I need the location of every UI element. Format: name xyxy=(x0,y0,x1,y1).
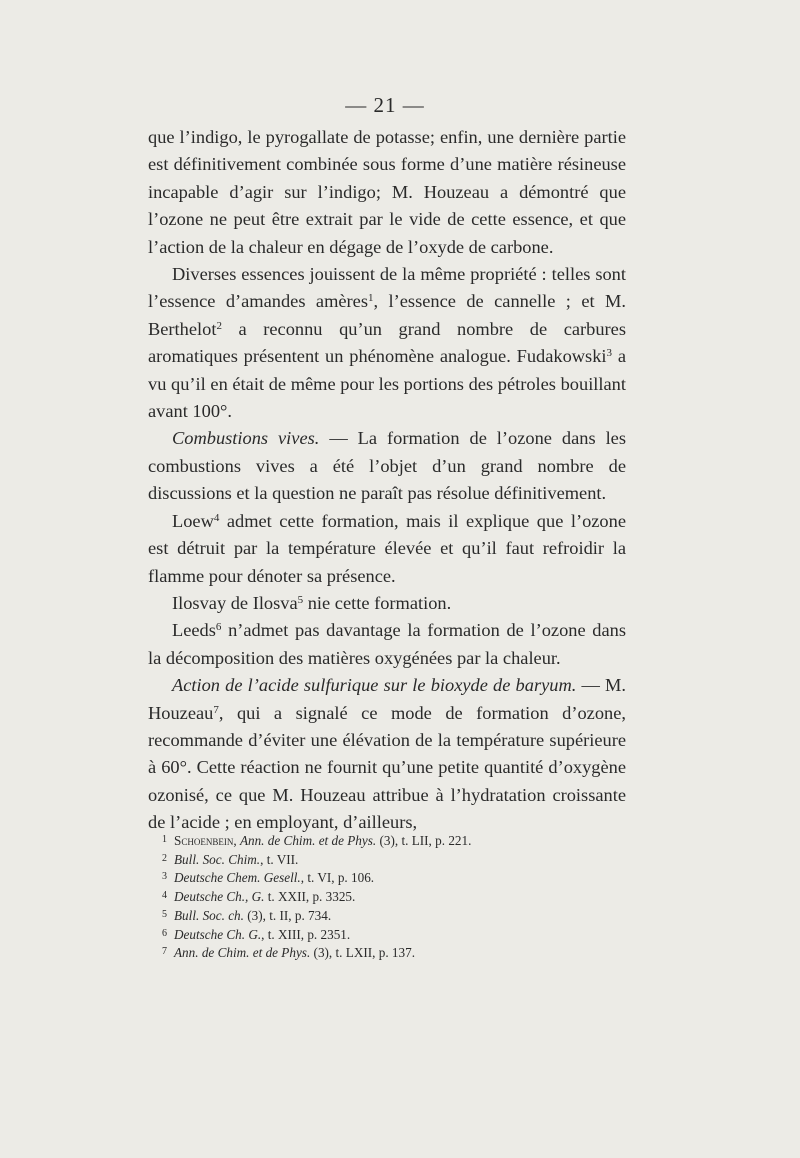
footnote-ref: (3), t. LXII, p. 137. xyxy=(310,945,415,961)
footnote-source: Deutsche Chem. Gesell. xyxy=(174,870,301,886)
footnote-7 xyxy=(162,943,622,962)
footnote-ref-1: 1 xyxy=(367,292,374,305)
text: — xyxy=(576,675,606,696)
footnote-number: 2 xyxy=(162,852,167,864)
footnote-ref: , t. VII. xyxy=(260,851,299,867)
footnote-number: 6 xyxy=(162,927,167,939)
footnote-source: Bull. Soc. ch. xyxy=(174,907,244,923)
footnote-5 xyxy=(162,906,622,925)
footnote-ref-5: 5 xyxy=(297,593,304,606)
page-number: — 21 — xyxy=(345,93,425,117)
text: Loew xyxy=(172,510,214,531)
paragraph-1: que l’indigo, le pyrogallate de potasse; enfin, une dernière partie est définitivement combinée sous forme d’une matière résineuse incapable d’agir sur l’indigo; M. Houzeau a démontré que l’ozone ne peut être extrait par le vide de cette essence, et que l’action de la chaleur en dégage de l’oxyde de carbone. xyxy=(148,127,626,257)
paragraph-3 xyxy=(148,425,626,507)
text: Ilosvay de Ilosva xyxy=(172,592,298,613)
text: , qui a signalé ce mode de formation d’ozone, recommande d’éviter une élévation de la température supérieure à 60°. Cette réaction ne fournit qu’une petite quantité d’oxygène ozonisé, ce que M. Houzeau attribue à l’hydratation croissante de l’acide ; en employant, d’ailleurs, xyxy=(148,702,626,833)
footnote-ref: , t. VI, p. 106. xyxy=(300,870,375,886)
footnote-number: 1 xyxy=(162,834,167,845)
footnote-ref: (3), t. II, p. 734. xyxy=(243,907,332,923)
paragraph-6 xyxy=(148,617,626,672)
footnote-ref-3: 3 xyxy=(606,347,613,360)
section-heading-combustions: Combustions vives. xyxy=(172,428,320,449)
footnote-3 xyxy=(162,868,622,887)
footnote-source: Bull. Soc. Chim. xyxy=(174,851,261,867)
text: Diverses essences jouissent de la même propriété : telles sont l’essence d’amandes amères xyxy=(148,264,626,312)
footnote-ref-6: 6 xyxy=(215,621,222,634)
footnote-ref-2: 2 xyxy=(216,319,222,332)
footnote-ref: t. XXII, p. 3325. xyxy=(264,889,356,905)
text: M. Houzeau xyxy=(148,675,626,723)
footnote-ref: , t. XIII, p. 2351. xyxy=(261,926,351,942)
text: Leeds xyxy=(172,620,216,641)
paragraph-4 xyxy=(148,508,626,590)
text: n’admet pas davantage la formation de l’ozone dans la décomposition des matières oxygénées par la chaleur. xyxy=(148,620,626,668)
text: , l’essence de cannelle ; et M. Berthelot xyxy=(148,291,626,339)
footnote-author: Schoenbein xyxy=(174,833,234,848)
body-text xyxy=(148,124,626,837)
text: admet cette formation, mais il explique que l’ozone est détruit par la température élevée et qu’il faut refroidir la flamme pour dénoter sa présence. xyxy=(148,510,626,586)
paragraph-5 xyxy=(148,590,626,617)
paragraph-7 xyxy=(148,672,626,836)
footnotes xyxy=(162,831,622,962)
footnote-number: 7 xyxy=(162,946,167,958)
footnote-source: Ann. de Chim. et de Phys. xyxy=(174,945,311,961)
text: a vu qu’il en était de même pour les portions des pétroles bouillant avant 100°. xyxy=(148,346,626,422)
footnote-ref: (3), t. LII, p. 221. xyxy=(376,833,472,848)
footnote-1: 1 Schoenbein, Ann. de Chim. et de Phys. (3), t. LII, p. 221. xyxy=(162,833,472,848)
text: a reconnu qu’un grand nombre de carbures aromatiques présentent un phénomène analogue. Fudakowski xyxy=(148,318,626,367)
footnote-source: Ann. de Chim. et de Phys. xyxy=(239,833,377,848)
footnote-source: Deutsche Ch. G. xyxy=(174,926,262,942)
text: — La formation de l’ozone dans les combustions vives a été l’objet d’un grand nombre de discussions et la question ne paraît pas résolue définitivement. xyxy=(148,428,626,504)
footnote-number: 3 xyxy=(162,871,167,883)
text: nie cette formation. xyxy=(303,592,452,613)
footnote-2 xyxy=(162,850,622,869)
footnote-source: Deutsche Ch., G. xyxy=(174,889,265,905)
paragraph-2 xyxy=(148,261,626,425)
footnote-6 xyxy=(162,925,622,944)
footnote-ref-4: 4 xyxy=(213,511,220,524)
footnote-number: 5 xyxy=(162,908,167,920)
section-heading-acide: Action de l’acide sulfurique sur le bioxyde de baryum. xyxy=(172,675,577,696)
footnote-number: 4 xyxy=(162,890,167,902)
footnote-ref-7: 7 xyxy=(213,703,219,716)
footnote-4 xyxy=(162,887,622,906)
